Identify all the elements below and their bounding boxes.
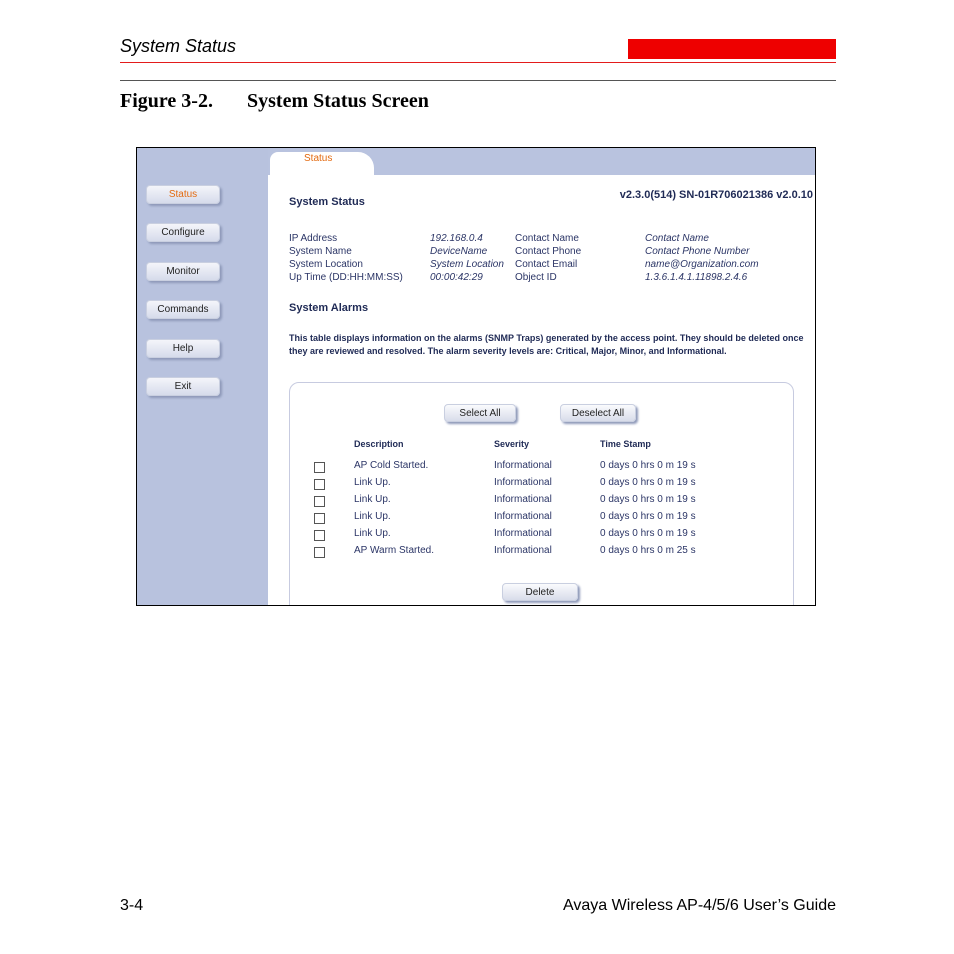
field-label-system-location: System Location xyxy=(289,259,363,270)
nav-help-button[interactable]: Help xyxy=(146,339,220,358)
table-row xyxy=(290,475,793,492)
alarm-severity: Informational xyxy=(494,494,552,505)
row-checkbox[interactable] xyxy=(314,530,325,541)
screenshot-frame xyxy=(136,147,816,606)
figure-number: Figure 3-2. xyxy=(120,90,213,112)
column-header-description: Description xyxy=(354,439,404,449)
field-value-object-id: 1.3.6.1.4.1.11898.2.4.6 xyxy=(645,272,748,283)
field-label-system-name: System Name xyxy=(289,246,352,257)
firmware-version: v2.3.0(514) SN-01R706021386 v2.0.10 xyxy=(619,189,813,201)
field-value-system-location: System Location xyxy=(430,259,504,270)
field-label-object-id: Object ID xyxy=(515,272,557,283)
alarm-severity: Informational xyxy=(494,545,552,556)
table-row xyxy=(290,509,793,526)
alarm-severity: Informational xyxy=(494,477,552,488)
deselect-all-button[interactable]: Deselect All xyxy=(560,404,636,422)
system-alarms-heading: System Alarms xyxy=(289,302,369,314)
field-label-contact-phone: Contact Phone xyxy=(515,246,582,257)
field-value-contact-phone: Contact Phone Number xyxy=(645,246,750,257)
nav-commands-button[interactable]: Commands xyxy=(146,300,220,319)
alarm-timestamp: 0 days 0 hrs 0 m 19 s xyxy=(600,494,696,505)
table-row xyxy=(290,526,793,543)
page-number: 3-4 xyxy=(120,897,144,914)
nav-configure-button[interactable]: Configure xyxy=(146,223,220,242)
row-checkbox[interactable] xyxy=(314,479,325,490)
alarm-timestamp: 0 days 0 hrs 0 m 19 s xyxy=(600,511,696,522)
field-value-ip-address: 192.168.0.4 xyxy=(430,233,483,244)
tab-strip xyxy=(268,148,815,175)
field-label-contact-email: Contact Email xyxy=(515,259,578,270)
header-accent-bar xyxy=(628,39,836,59)
alarm-description: AP Warm Started. xyxy=(354,545,435,556)
sidebar-nav xyxy=(137,148,268,605)
column-header-severity: Severity xyxy=(494,439,530,449)
row-checkbox[interactable] xyxy=(314,462,325,473)
tab-status[interactable]: Status xyxy=(270,152,374,175)
field-label-contact-name: Contact Name xyxy=(515,233,579,244)
row-checkbox[interactable] xyxy=(314,496,325,507)
header-rule xyxy=(120,62,836,63)
alarm-severity: Informational xyxy=(494,528,552,539)
alarm-timestamp: 0 days 0 hrs 0 m 19 s xyxy=(600,460,696,471)
alarm-description: Link Up. xyxy=(354,477,391,488)
row-checkbox[interactable] xyxy=(314,547,325,558)
table-row xyxy=(290,543,793,560)
field-value-up-time: 00:00:42:29 xyxy=(430,272,483,283)
alarms-panel xyxy=(289,382,794,606)
delete-button[interactable]: Delete xyxy=(502,583,578,601)
field-label-up-time: Up Time (DD:HH:MM:SS) xyxy=(289,272,403,283)
alarm-severity: Informational xyxy=(494,460,552,471)
alarms-description: This table displays information on the alarms (SNMP Traps) generated by the access point. They should be deleted once they are reviewed and resolved. The alarm severity levels are: Critical, Major, Minor, and Informational. xyxy=(289,333,804,356)
nav-exit-button[interactable]: Exit xyxy=(146,377,220,396)
status-content xyxy=(268,175,815,605)
alarm-severity: Informational xyxy=(494,511,552,522)
alarm-timestamp: 0 days 0 hrs 0 m 19 s xyxy=(600,477,696,488)
nav-monitor-button[interactable]: Monitor xyxy=(146,262,220,281)
alarm-description: Link Up. xyxy=(354,511,391,522)
row-checkbox[interactable] xyxy=(314,513,325,524)
column-header-time-stamp: Time Stamp xyxy=(600,439,651,449)
guide-title: Avaya Wireless AP-4/5/6 User’s Guide xyxy=(562,897,836,914)
system-status-heading: System Status xyxy=(289,196,365,208)
alarm-timestamp: 0 days 0 hrs 0 m 19 s xyxy=(600,528,696,539)
field-value-system-name: DeviceName xyxy=(430,246,488,257)
nav-status-button[interactable]: Status xyxy=(146,185,220,204)
table-row xyxy=(290,492,793,509)
figure-title: System Status Screen xyxy=(247,90,429,112)
alarm-timestamp: 0 days 0 hrs 0 m 25 s xyxy=(600,545,696,556)
header-rule-lower xyxy=(120,80,836,81)
select-all-button[interactable]: Select All xyxy=(444,404,516,422)
table-row xyxy=(290,458,793,475)
figure-caption xyxy=(120,90,429,113)
alarm-description: AP Cold Started. xyxy=(354,460,429,471)
field-value-contact-email: name@Organization.com xyxy=(645,259,759,270)
section-title: System Status xyxy=(120,36,237,56)
field-value-contact-name: Contact Name xyxy=(645,233,709,244)
alarm-description: Link Up. xyxy=(354,528,391,539)
field-label-ip-address: IP Address xyxy=(289,233,338,244)
alarm-description: Link Up. xyxy=(354,494,391,505)
